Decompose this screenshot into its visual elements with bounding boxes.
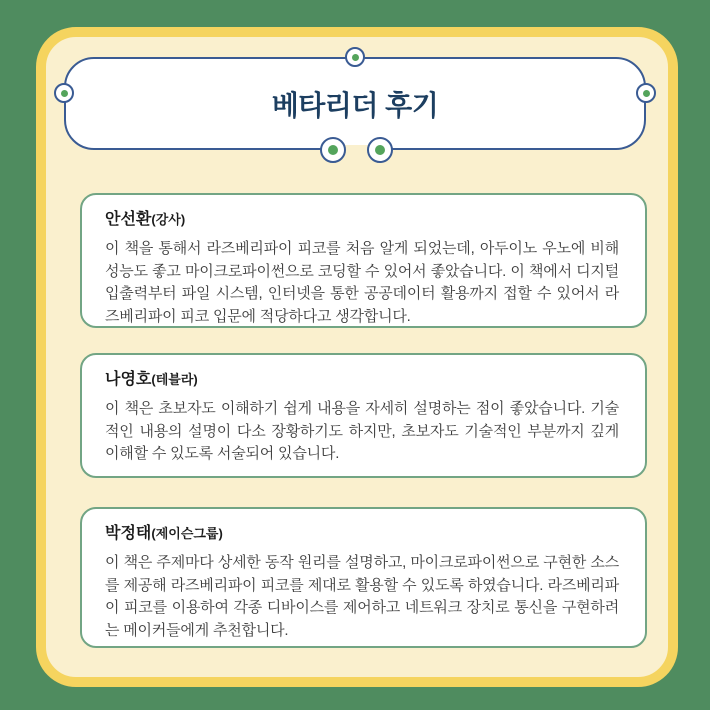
green-dot-icon	[328, 145, 338, 155]
review-card	[80, 507, 647, 648]
page-title: 베타리더 후기	[271, 89, 439, 121]
review-card	[80, 193, 647, 328]
title-banner	[64, 57, 646, 150]
review-text: 이 책은 초보자도 이해하기 쉽게 내용을 자세히 설명하는 점이 좋았습니다. 기술적인 내용의 설명이 다소 장황하기도 하지만, 초보자도 기술적인 부분까지 깊게 이해할 수 있도록 서술되어 있습니다.	[105, 400, 619, 462]
review-text: 이 책을 통해서 라즈베리파이 피코를 처음 알게 되었는데, 아두이노 우노에 비해 성능도 좋고 마이크로파이썬으로 코딩할 수 있어서 좋았습니다. 이 책에서 디지털 입출력부터 파일 시스템, 인터넷을 통한 공공데이터 활용까지 접할 수 있어서 라즈베리파이 피코 입문에 적당하다고 생각합니다.	[105, 240, 619, 325]
decor-circle-bottom-right-icon	[367, 137, 393, 163]
decor-circle-bottom-left-icon	[320, 137, 346, 163]
green-dot-icon	[643, 90, 650, 97]
green-dot-icon	[352, 54, 359, 61]
reviewer-name: 나영호	[105, 371, 152, 388]
reviewer-name-row	[105, 366, 619, 389]
review-card	[80, 353, 647, 478]
review-text: 이 책은 주제마다 상세한 동작 원리를 설명하고, 마이크로파이썬으로 구현한 소스를 제공해 라즈베리파이 피코를 제대로 활용할 수 있도록 하였습니다. 라즈베리파이 피코를 이용하여 각종 디바이스를 제어하고 네트워크 장치로 통신을 구현하려는 메이커들에게 추천합니다.	[105, 554, 619, 639]
decor-circle-right-icon	[636, 83, 656, 103]
reviewer-name: 안선환	[105, 211, 152, 228]
decor-circle-left-icon	[54, 83, 74, 103]
reviewer-affiliation: (강사)	[151, 212, 186, 227]
green-dot-icon	[375, 145, 385, 155]
decor-circle-top-icon	[345, 47, 365, 67]
reviewer-name-row	[105, 520, 619, 543]
green-dot-icon	[61, 90, 68, 97]
reviewer-affiliation: (제이슨그룹)	[151, 526, 223, 541]
reviewer-affiliation: (테블라)	[151, 372, 198, 387]
reviewer-name-row	[105, 206, 619, 229]
reviewer-name: 박정태	[105, 525, 152, 542]
